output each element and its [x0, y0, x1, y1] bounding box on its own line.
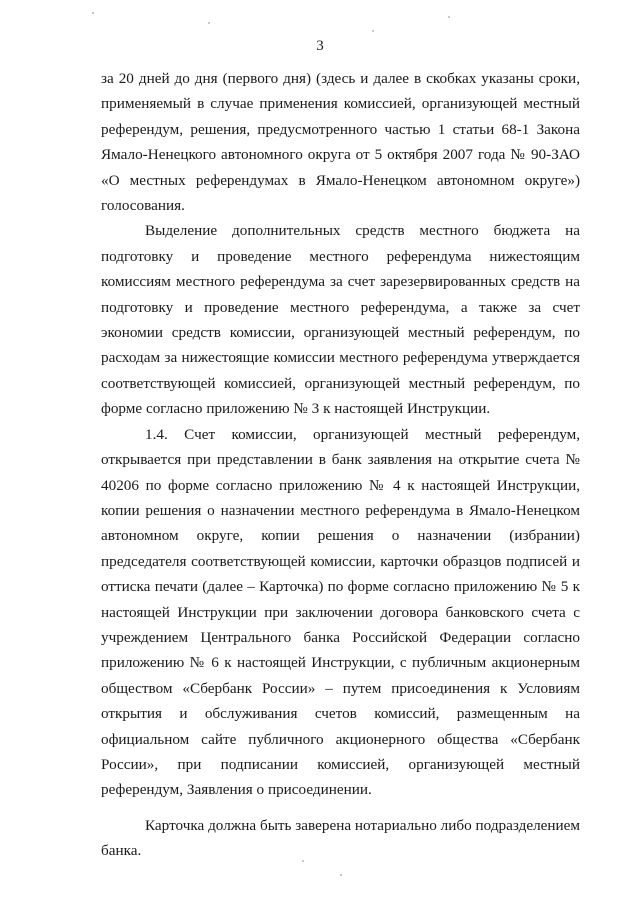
paragraph-additional-funds: Выделение дополнительных средств местного бюджета на подготовку и проведение местного референдума нижестоящим комиссиям местного референдума за счет зарезервированных средств на подготовку и проведение местного референдума, а также за счет экономии средств комиссии, организующей местный референдум, по расходам за нижестоящие комиссии местного референдума утверждается соответствующей комиссией, организующей местный референдум, по форме согласно приложению № 3 к настоящей Инструкции.	[101, 222, 580, 418]
paragraph-card-certification: Карточка должна быть заверена нотариально либо подразделением банка.	[101, 816, 580, 860]
scan-speck	[302, 860, 304, 862]
paragraph-account-opening: 1.4. Счет комиссии, организующей местный референдум, открывается при представлении в банк заявления на открытие счета № 40206 по форме согласно приложению № 4 к настоящей Инструкции, копии решения о назначении местного референдума в Ямало-Ненецком автономном округе, копии решения о назначении (избрании) председателя соответствующей комиссии, карточки образцов подписей и оттиска печати (далее – Карточка) по форме согласно приложению № 5 к настоящей Инструкции при заключении договора банковского счета с учреждением Центрального банка Российской Федерации согласно приложению № 6 к настоящей Инструкции, с публичным акционерным обществом «Сбербанк России» – путем присоединения к Условиям открытия и обслуживания счетов комиссий, размещенным на официальном сайте публичного акционерного общества «Сбербанк России», при подписании комиссией, организующей местный референдум, Заявления о присоединении.	[101, 425, 580, 799]
scan-speck	[448, 16, 450, 18]
scan-speck	[208, 22, 210, 24]
scan-speck	[340, 874, 342, 876]
paragraph-voting-deadline: за 20 дней до дня (первого дня) (здесь и далее в скобках указаны сроки, применяемый в случае применения комиссией, организующей местный референдум, решения, предусмотренного частью 1 статьи 68-1 Закона Ямало-Ненецкого автономного округа от 5 октября 2007 года № 90-ЗАО «О местных референдумах в Ямало-Ненецком автономном округе») голосования.	[101, 70, 580, 215]
scan-speck	[92, 12, 94, 14]
page-number: 3	[316, 38, 324, 54]
scan-speck	[372, 30, 374, 32]
document-body	[101, 66, 580, 864]
